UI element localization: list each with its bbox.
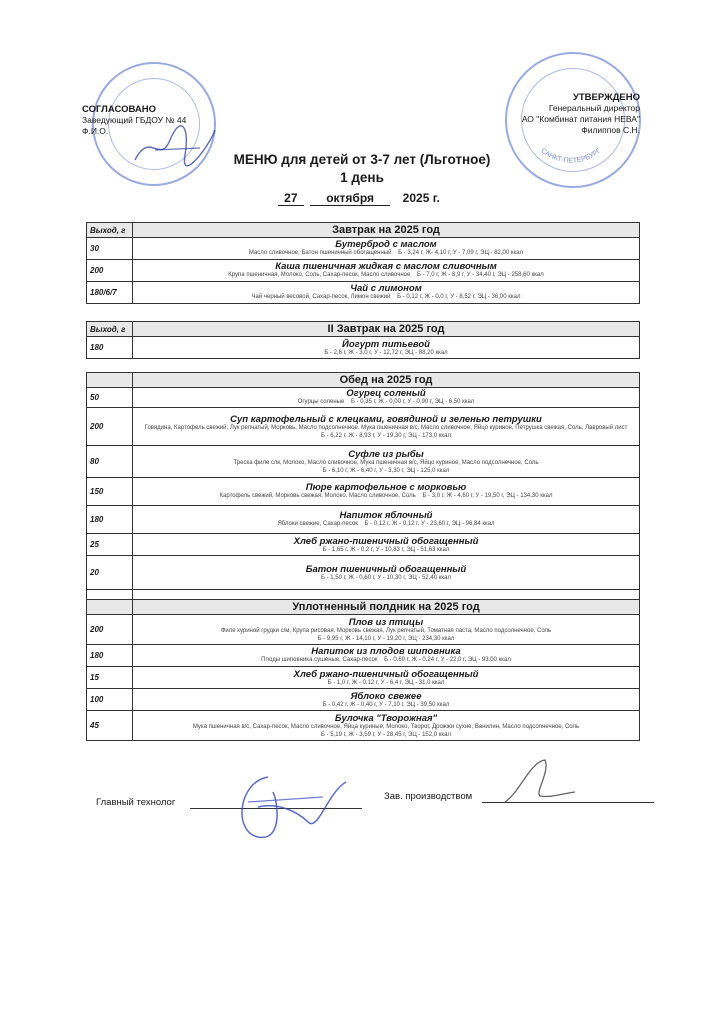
item-weight: 200	[87, 615, 133, 645]
technologist-label: Главный технолог	[96, 797, 176, 808]
item-weight: 180	[87, 506, 133, 534]
item-cell	[133, 478, 640, 506]
approval-left-title: СОГЛАСОВАНО	[82, 104, 156, 115]
item-weight: 200	[87, 260, 133, 282]
item-weight: 180/6/7	[87, 282, 133, 304]
item-weight: 180	[87, 645, 133, 667]
item-cell	[133, 282, 640, 304]
dish-details	[133, 657, 639, 665]
dish-nutrition: Б - 9,95 г, Ж - 14,10 г, У - 19,20 г, ЭЦ - 234,30 ккал	[317, 635, 455, 642]
item-cell	[133, 506, 640, 534]
item-weight: 15	[87, 667, 133, 689]
menu-day: 1 день	[340, 170, 384, 185]
dish-nutrition: Б - 1,0 г, Ж - 0,12 г, У - 6,4 г, ЭЦ - 31,0 ккал	[327, 680, 445, 686]
lunch-table	[86, 372, 640, 741]
date-year: 2025 г.	[402, 191, 440, 205]
table-row	[87, 408, 640, 446]
table-row	[87, 667, 640, 689]
item-weight: 150	[87, 478, 133, 506]
dish-name: Огурец соленый	[346, 388, 426, 400]
technologist-signature	[228, 762, 358, 852]
dish-name: Каша пшеничная жидкая с маслом сливочным	[275, 261, 497, 273]
second-breakfast-table	[86, 321, 640, 359]
dish-nutrition: Б - 0,12 г, Ж - 0,12 г, У - 23,60 г, ЭЦ - 96,84 ккал	[364, 521, 495, 528]
item-cell	[133, 689, 640, 711]
approval-left-position: Заведующий ГБДОУ № 44	[82, 115, 187, 125]
section-header	[87, 322, 640, 337]
empty-label-cell	[87, 373, 133, 388]
dish-nutrition: Б - 2,6 г, Ж - 3,0 г, У - 12,72 г, ЭЦ - 88,20 ккал	[324, 350, 448, 356]
menu-title: МЕНЮ для детей от 3-7 лет (Льготное)	[233, 152, 491, 167]
item-weight: 180	[87, 337, 133, 359]
approval-right-name: Филиппов С.Н.	[581, 125, 640, 135]
section-header	[87, 223, 640, 238]
table-row	[87, 337, 640, 359]
spacer-row	[87, 590, 640, 600]
item-weight: 80	[87, 446, 133, 478]
item-cell	[133, 408, 640, 446]
table-row	[87, 238, 640, 260]
production-label: Зав. производством	[384, 791, 473, 802]
item-weight: 50	[87, 388, 133, 408]
section-title: II Завтрак на 2025 год	[133, 322, 640, 337]
approval-right-company: АО "Комбинат питания НЕВА"	[521, 114, 640, 124]
dish-name: Суфле из рыбы	[348, 449, 424, 461]
dish-nutrition: Б - 3,24 г, Ж- 4,10 г, У - 7,09 г, ЭЦ - 82,00 ккал	[398, 250, 524, 257]
dish-nutrition: Б - 7,0 г, Ж - 8,9 г, У - 34,40 г, ЭЦ - 258,60 ккал	[417, 272, 544, 279]
dish-name: Хлеб ржано-пшеничный обогащенный	[293, 669, 479, 680]
date-day: 27	[278, 191, 303, 206]
table-row	[87, 689, 640, 711]
dish-details	[133, 399, 639, 407]
dish-ingredients: Говядина, Картофель свежий, Лук репчатый, Морковь, Масло подсолнечное, Мука пшеничная в/с, Масло сливочное, Яйцо куриное, Петрушка свежая, Соль, Лавровый лист	[144, 425, 628, 432]
dish-ingredients: Чай черный весовой, Сахар-песок, Лимон свежий	[251, 294, 391, 301]
item-cell	[133, 615, 640, 645]
dish-name: Йогурт питьевой	[342, 339, 430, 350]
dish-name: Булочка "Творожная"	[334, 713, 438, 725]
dish-name: Пюре картофельное с морковью	[305, 482, 467, 494]
item-cell	[133, 388, 640, 408]
table-row	[87, 711, 640, 741]
item-cell	[133, 446, 640, 478]
dish-details	[133, 272, 639, 280]
item-weight: 100	[87, 689, 133, 711]
dish-name: Плов из птицы	[348, 617, 424, 629]
item-cell	[133, 711, 640, 741]
table-row	[87, 446, 640, 478]
production-signature	[500, 752, 580, 812]
dish-ingredients: Картофель свежий, Морковь свежая, Молоко, Масло сливочное, Соль	[219, 493, 416, 500]
date-month: октября	[310, 191, 390, 206]
dish-nutrition: Б - 0,60 г, Ж - 0,24 г, У - 22,0 г, ЭЦ - 93,00 ккал	[384, 657, 511, 664]
table-row	[87, 556, 640, 590]
dish-nutrition: Б - 0,42 г, Ж - 0,40 г, У - 7,10 г, ЭЦ - 39,50 ккал	[322, 702, 450, 708]
table-row	[87, 534, 640, 556]
approval-right-position: Генеральный директор	[548, 103, 640, 113]
section-title: Обед на 2025 год	[133, 373, 640, 388]
dish-ingredients: Яблоки свежие, Сахар-песок	[277, 521, 358, 528]
empty-label-cell	[87, 600, 133, 615]
dish-name: Бутерброд с маслом	[335, 239, 437, 251]
section-title: Уплотненный полдник на 2025 год	[133, 600, 640, 615]
dish-nutrition: Б - 3,0 г, Ж - 4,60 г, У - 19,50 г, ЭЦ - 134,30 ккал	[422, 493, 553, 500]
dish-details	[133, 493, 639, 501]
item-weight: 45	[87, 711, 133, 741]
dish-nutrition: Б - 6,22 г, Ж - 8,93 г, У - 19,30 г, ЭЦ - 173,0 ккал	[320, 432, 451, 439]
table-row	[87, 615, 640, 645]
weight-column-label: Выход, г	[87, 322, 133, 337]
table-row	[87, 506, 640, 534]
breakfast-table	[86, 222, 640, 304]
company-stamp-text: САНКТ-ПЕТЕРБУРГ	[539, 147, 603, 165]
dish-details	[133, 294, 639, 302]
dish-ingredients: Мука пшеничная в/с, Сахар-песок, Масло сливочное, Яйца куриные, Молоко, Творог, Дрожжи сухие, Ванилин, Масло подсолнечное, Соль	[192, 724, 580, 731]
dish-nutrition: Б - 6,10 г, Ж - 6,40 г, У - 3,30 г, ЭЦ - 125,0 ккал	[322, 467, 450, 474]
item-cell	[133, 534, 640, 556]
dish-name: Батон пшеничный обогащенный	[305, 564, 467, 575]
section-header	[87, 600, 640, 615]
dish-name: Чай с лимоном	[350, 283, 422, 295]
table-row	[87, 260, 640, 282]
dish-name: Яблоко свежее	[350, 691, 422, 702]
dish-nutrition: Б - 5,19 г, Ж - 3,59 г, У - 28,45 г, ЭЦ - 152,0 ккал	[320, 731, 451, 738]
dish-details	[133, 521, 639, 529]
dish-ingredients: Крупа пшеничная, Молоко, Соль, Сахар-песок, Масло сливочное	[228, 272, 411, 279]
weight-column-label: Выход, г	[87, 223, 133, 238]
dish-ingredients: Масло сливочное, Батон пшеничный обогащенный	[248, 250, 392, 257]
item-cell	[133, 260, 640, 282]
section-title: Завтрак на 2025 год	[133, 223, 640, 238]
table-row	[87, 282, 640, 304]
dish-ingredients: Плоды шиповника сушеные, Сахар-песок	[261, 657, 378, 664]
table-row	[87, 388, 640, 408]
item-cell	[133, 556, 640, 590]
item-weight: 25	[87, 534, 133, 556]
dish-name: Суп картофельный с клецками, говядиной и зеленью петрушки	[230, 414, 542, 426]
dish-ingredients: Огурцы соленые	[297, 399, 345, 406]
dish-name: Напиток из плодов шиповника	[311, 646, 461, 658]
item-cell	[133, 337, 640, 359]
table-row	[87, 478, 640, 506]
section-header	[87, 373, 640, 388]
item-weight: 20	[87, 556, 133, 590]
dish-name: Напиток яблочный	[339, 510, 433, 522]
item-weight: 30	[87, 238, 133, 260]
dish-name: Хлеб ржано-пшеничный обогащенный	[293, 536, 479, 547]
dish-nutrition: Б - 1,50 г, Ж - 0,60 г, У - 10,30 г, ЭЦ - 52,40 ккал	[320, 575, 451, 581]
item-cell	[133, 667, 640, 689]
dish-nutrition: Б - 0,12 г, Ж - 0,0 г, У - 8,52 г, ЭЦ - 36,00 ккал	[397, 294, 521, 301]
dish-ingredients: Треска филе с/м, Молоко, Масло сливочное, Мука пшеничная в/с, Яйцо куриное, Масло подсолнечное, Соль	[233, 460, 539, 467]
approval-right	[522, 92, 640, 136]
item-cell	[133, 645, 640, 667]
approval-right-title: УТВЕРЖДЕНО	[572, 92, 640, 103]
item-cell	[133, 238, 640, 260]
dish-nutrition: Б - 1,65 г, Ж - 0,2 г, У - 10,83 г, ЭЦ - 51,63 ккал	[322, 547, 450, 553]
dish-ingredients: Филе куриной грудки с/м, Крупа рисовая, Морковь свежая, Лук репчатый, Томатная паста, Масло подсолнечное, Соль	[220, 628, 552, 635]
approval-left-name: Ф.И.О.	[82, 126, 109, 136]
item-weight: 200	[87, 408, 133, 446]
dish-nutrition: Б - 0,35 г, Ж - 0,00 г, У - 0,90 г, ЭЦ - 6,50 ккал	[350, 399, 475, 406]
menu-date	[0, 191, 724, 206]
dish-details	[133, 250, 639, 258]
table-row	[87, 645, 640, 667]
